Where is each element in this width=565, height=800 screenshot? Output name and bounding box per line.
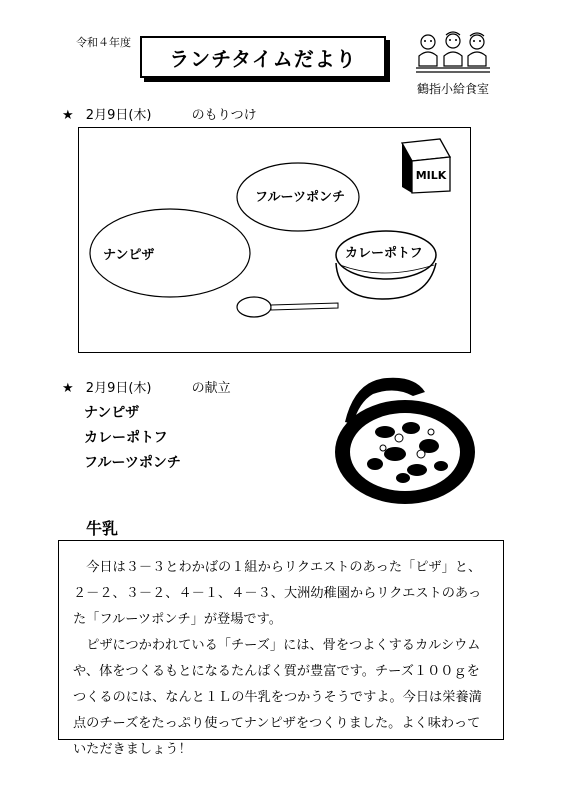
punch-label: フルーツポンチ [255,190,345,205]
serving-label: のもりつけ [191,108,257,123]
serving-section-heading [62,104,257,123]
menu-section-heading [62,377,231,396]
pot-au-feu-label: カレーポトフ [345,246,423,261]
menu-label: の献立 [191,381,231,396]
staff-illustration-icon [414,30,492,74]
menu-item: フルーツポンチ [84,455,181,471]
menu-date: 2月9日(木) [85,381,152,396]
school-kitchen-name: 鶴指小給食室 [417,82,490,96]
spoon-icon [237,297,338,317]
menu-item: ナンピザ [84,405,140,421]
pizza-label: ナンピザ [103,248,155,263]
pizza-illustration-icon [325,372,485,512]
milk-carton-icon [402,139,450,193]
serving-date: 2月9日(木) [85,108,152,123]
menu-item: 牛乳 [86,519,119,538]
fiscal-year: 令和４年度 [76,36,131,49]
star-icon: ★ [62,108,74,123]
star-icon: ★ [62,381,74,396]
page-title: ランチタイムだより [140,36,386,78]
milk-carton-label: MILK [415,169,447,182]
tray-diagram [78,127,469,351]
message-paragraph: ピザにつかわれている「チーズ」には、骨をつよくするカルシウムや、体をつくるもとになるたんぱく質が豊富です。チーズ１００ｇをつくるのには、なんと１Ｌの牛乳をつかうそうですよ。今日は栄養満点のチーズをたっぷり使ってナンピザをつくりました。よく味わっていただきましょう！ [73,638,482,757]
menu-item: カレーポトフ [84,430,168,446]
message-box [58,540,504,757]
message-paragraph: 今日は３－３とわかばの１組からリクエストのあった「ピザ」と、２－２、３－２、４－１、４－３、大洲幼稚園からリクエストのあった「フルーツポンチ」が登場です。 [73,560,482,627]
